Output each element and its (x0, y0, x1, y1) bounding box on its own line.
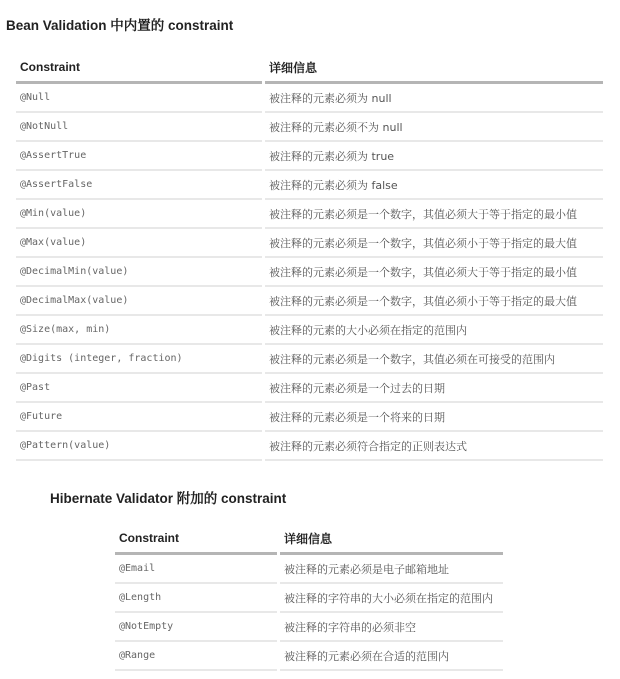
table-row (16, 142, 603, 171)
constraint-cell: @Digits (integer, fraction) (16, 345, 262, 374)
table-row (16, 200, 603, 229)
table-row (16, 403, 603, 432)
constraint-cell: @AssertFalse (16, 171, 262, 200)
table-row (16, 84, 603, 113)
detail-cell: 被注释的元素必须是一个数字，其值必须大于等于指定的最小值 (265, 200, 603, 229)
table-row (16, 374, 603, 403)
table-row (16, 432, 603, 461)
section-title-bean-validation: Bean Validation 中内置的 constraint (6, 18, 234, 33)
detail-cell: 被注释的元素必须是一个数字，其值必须在可接受的范围内 (265, 345, 603, 374)
constraint-cell: @DecimalMax(value) (16, 287, 262, 316)
detail-cell: 被注释的元素必须在合适的范围内 (280, 642, 503, 671)
detail-cell: 被注释的元素必须是一个将来的日期 (265, 403, 603, 432)
detail-cell: 被注释的元素必须不为 null (265, 113, 603, 142)
detail-cell: 被注释的元素必须是一个数字，其值必须小于等于指定的最大值 (265, 287, 603, 316)
table-row (115, 613, 503, 642)
table-row (115, 642, 503, 671)
column-header-constraint: Constraint (16, 53, 262, 84)
table-header-row (115, 524, 503, 555)
constraint-cell: @Length (115, 584, 277, 613)
hibernate-validator-constraint-table (112, 524, 506, 671)
table-row (115, 584, 503, 613)
constraint-cell: @Min(value) (16, 200, 262, 229)
table-row (16, 316, 603, 345)
constraint-cell: @Range (115, 642, 277, 671)
detail-cell: 被注释的元素必须为 true (265, 142, 603, 171)
table-row (16, 171, 603, 200)
constraint-cell: @Email (115, 555, 277, 584)
constraint-cell: @Max(value) (16, 229, 262, 258)
detail-cell: 被注释的字符串的必须非空 (280, 613, 503, 642)
constraint-cell: @Future (16, 403, 262, 432)
column-header-constraint: Constraint (115, 524, 277, 555)
detail-cell: 被注释的元素必须符合指定的正则表达式 (265, 432, 603, 461)
column-header-detail: 详细信息 (280, 524, 503, 555)
constraint-cell: @AssertTrue (16, 142, 262, 171)
bean-validation-constraint-table (13, 53, 606, 461)
detail-cell: 被注释的元素必须是一个数字，其值必须小于等于指定的最大值 (265, 229, 603, 258)
constraint-cell: @NotEmpty (115, 613, 277, 642)
constraint-cell: @DecimalMin(value) (16, 258, 262, 287)
detail-cell: 被注释的元素必须是一个过去的日期 (265, 374, 603, 403)
table-row (16, 287, 603, 316)
detail-cell: 被注释的字符串的大小必须在指定的范围内 (280, 584, 503, 613)
detail-cell: 被注释的元素必须是一个数字，其值必须大于等于指定的最小值 (265, 258, 603, 287)
table-header-row (16, 53, 603, 84)
table-row (16, 113, 603, 142)
section-title-hibernate-validator: Hibernate Validator 附加的 constraint (50, 491, 287, 506)
detail-cell: 被注释的元素必须是电子邮箱地址 (280, 555, 503, 584)
constraint-cell: @Null (16, 84, 262, 113)
constraint-cell: @Past (16, 374, 262, 403)
table-row (16, 345, 603, 374)
detail-cell: 被注释的元素必须为 false (265, 171, 603, 200)
column-header-detail: 详细信息 (265, 53, 603, 84)
table-row (115, 555, 503, 584)
constraint-cell: @Pattern(value) (16, 432, 262, 461)
table-row (16, 229, 603, 258)
constraint-cell: @NotNull (16, 113, 262, 142)
detail-cell: 被注释的元素的大小必须在指定的范围内 (265, 316, 603, 345)
constraint-cell: @Size(max, min) (16, 316, 262, 345)
detail-cell: 被注释的元素必须为 null (265, 84, 603, 113)
table-row (16, 258, 603, 287)
